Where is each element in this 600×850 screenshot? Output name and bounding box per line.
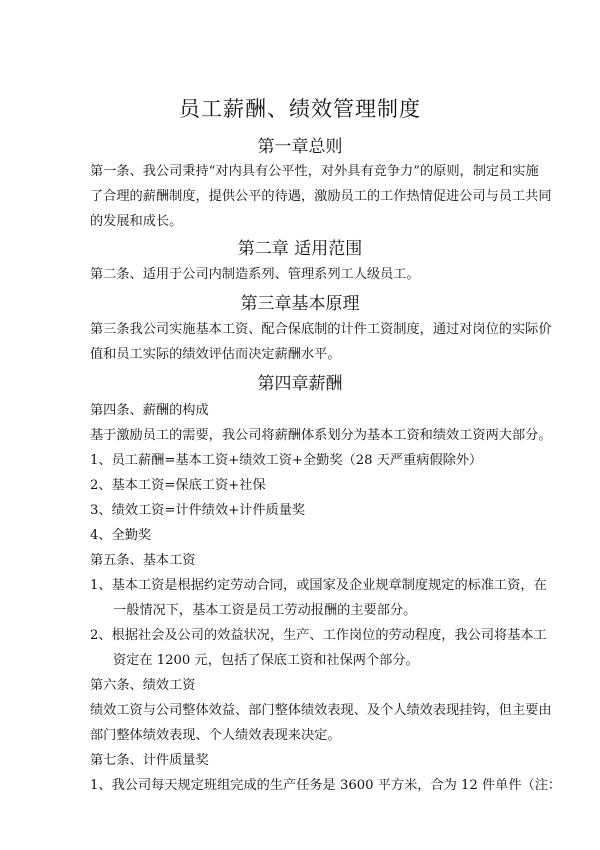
article-4-line-1: 基于激励员工的需要，我公司将薪酬体系划分为基本工资和绩效工资两大部分。 — [90, 428, 552, 443]
article-6-heading: 第六条、绩效工资 — [90, 678, 196, 693]
article-3-line-2: 值和员工实际的绩效评估而决定薪酬水平。 — [90, 347, 341, 362]
article-2-line-1: 第二条、适用于公司内制造系列、管理系列工人级员工。 — [90, 267, 420, 282]
article-5-heading: 第五条、基本工资 — [90, 553, 196, 568]
article-1-line-2: 了合理的薪酬制度，提供公平的待遇，激励员工的工作热情促进公司与员工共同 — [90, 189, 552, 204]
article-7-heading: 第七条、计件质量奖 — [90, 753, 209, 768]
article-5-item-2-line-2: 资定在 1200 元，包括了保底工资和社保两个部分。 — [113, 653, 419, 668]
chapter-3-heading: 第三章基本原理 — [240, 294, 360, 314]
article-6-line-2: 部门整体绩效表现、个人绩效表现来决定。 — [90, 728, 341, 743]
article-5-item-1-line-2: 一般情况下，基本工资是员工劳动报酬的主要部分。 — [113, 603, 417, 618]
article-5-item-1-line-1: 1、基本工资是根据约定劳动合同，或国家及企业规章制度规定的标准工资，在 — [90, 578, 547, 593]
article-4-item-4: 4、全勤奖 — [90, 528, 152, 543]
chapter-4-heading: 第四章薪酬 — [257, 374, 343, 394]
article-4-item-2: 2、基本工资=保底工资+社保 — [90, 478, 266, 493]
article-3-line-1: 第三条我公司实施基本工资、配合保底制的计件工资制度，通过对岗位的实际价 — [90, 322, 552, 337]
article-1-line-1: 第一条、我公司秉持“对内具有公平性，对外具有竞争力”的原则，制定和实施 — [90, 164, 539, 179]
chapter-1-heading: 第一章总则 — [257, 137, 343, 157]
document-title: 员工薪酬、绩效管理制度 — [179, 97, 421, 121]
article-7-item-1-line-1: 1、我公司每天规定班组完成的生产任务是 3600 平方米，合为 12 件单件（注： — [90, 778, 562, 793]
article-4-heading: 第四条、薪酬的构成 — [90, 403, 209, 418]
article-4-item-1: 1、员工薪酬=基本工资+绩效工资+全勤奖（28 天严重病假除外） — [90, 453, 483, 468]
chapter-2-heading: 第二章 适用范围 — [237, 239, 363, 259]
article-4-item-3: 3、绩效工资=计件绩效+计件质量奖 — [90, 503, 306, 518]
article-6-line-1: 绩效工资与公司整体效益、部门整体绩效表现、及个人绩效表现挂钩，但主要由 — [90, 703, 552, 718]
article-1-line-3: 的发展和成长。 — [90, 214, 183, 229]
article-5-item-2-line-1: 2、根据社会及公司的效益状况，生产、工作岗位的劳动程度，我公司将基本工 — [90, 628, 547, 643]
